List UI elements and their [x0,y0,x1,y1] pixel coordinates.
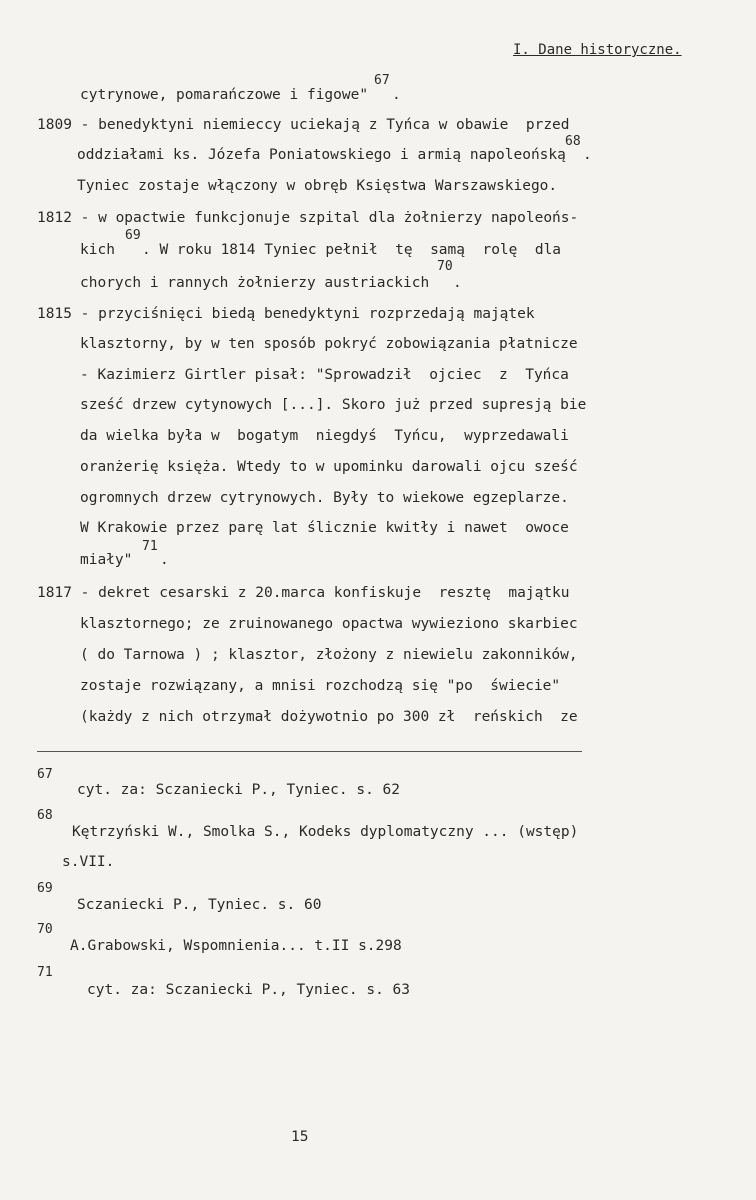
body-line: . W roku 1814 Tyniec pełnił tę samą rolę dla [142,242,562,258]
body-line: . [583,147,592,163]
body-line: ogromnych drzew cytrynowych. Były to wiekowe egzeplarze. [80,490,569,506]
body-line: oranżerię księża. Wtedy to w upominku darowali ojcu sześć [80,459,578,475]
footnote-number: 67 [37,767,53,782]
footnote-text: Kętrzyński W., Smolka S., Kodeks dyplomatyczny ... (wstęp) [72,824,579,840]
body-line: klasztornego; ze zruinowanego opactwa wywieziono skarbiec [80,616,578,632]
body-line: 1817 - dekret cesarski z 20.marca konfiskuje resztę majątku [37,585,570,601]
footnote-ref-70: 70 [437,259,453,274]
body-line: miały" [80,552,133,568]
footnote-text: Sczaniecki P., Tyniec. s. 60 [77,897,322,913]
body-line: oddziałami ks. Józefa Poniatowskiego i armią napoleońską [77,147,566,163]
body-line: 1812 - w opactwie funkcjonuje szpital dla żołnierzy napoleońs- [37,210,579,226]
body-line: W Krakowie przez parę lat ślicznie kwitły i nawet owoce [80,520,569,536]
body-line: . [453,275,462,291]
footnote-text: cyt. za: Sczaniecki P., Tyniec. s. 62 [77,782,401,798]
footnote-text: cyt. za: Sczaniecki P., Tyniec. s. 63 [87,982,411,998]
body-line: 1809 - benedyktyni niemieccy uciekają z Tyńca w obawie przed [37,117,570,133]
footnote-ref-67: 67 [374,73,390,88]
footnote-ref-68: 68 [565,134,581,149]
body-line: (każdy z nich otrzymał dożywotnio po 300 zł reńskich ze [80,709,578,725]
body-line: ( do Tarnowa ) ; klasztor, złożony z niewielu zakonników, [80,647,578,663]
body-line: - Kazimierz Girtler pisał: "Sprowadził ojciec z Tyńca [80,367,569,383]
body-line: 1815 - przyciśnięci biedą benedyktyni rozprzedają majątek [37,306,535,322]
footnote-ref-69: 69 [125,228,141,243]
footnote-text: A.Grabowski, Wspomnienia... t.II s.298 [70,938,402,954]
body-line: kich [80,242,115,258]
footnote-number: 70 [37,922,53,937]
body-line: cytrynowe, pomarańczowe i figowe" [80,87,369,103]
footnote-number: 69 [37,881,53,896]
body-line: chorych i rannych żołnierzy austriackich [80,275,430,291]
footnote-number: 71 [37,965,53,980]
body-line: sześć drzew cytynowych [...]. Skoro już przed supresją bie [80,397,587,413]
page-number: 15 [291,1129,309,1145]
body-line: Tyniec zostaje włączony w obręb Księstwa Warszawskiego. [77,178,558,194]
running-header: I. Dane historyczne. [513,42,682,58]
footnote-separator [37,751,582,752]
body-line: da wielka była w bogatym niegdyś Tyńcu, wyprzedawali [80,428,569,444]
footnote-text: s.VII. [62,854,115,870]
body-line: zostaje rozwiązany, a mnisi rozchodzą się "po świecie" [80,678,561,694]
body-line: klasztorny, by w ten sposób pokryć zobowiązania płatnicze [80,336,578,352]
footnote-number: 68 [37,808,53,823]
body-line: . [160,552,169,568]
body-line: . [392,87,401,103]
footnote-ref-71: 71 [142,539,158,554]
